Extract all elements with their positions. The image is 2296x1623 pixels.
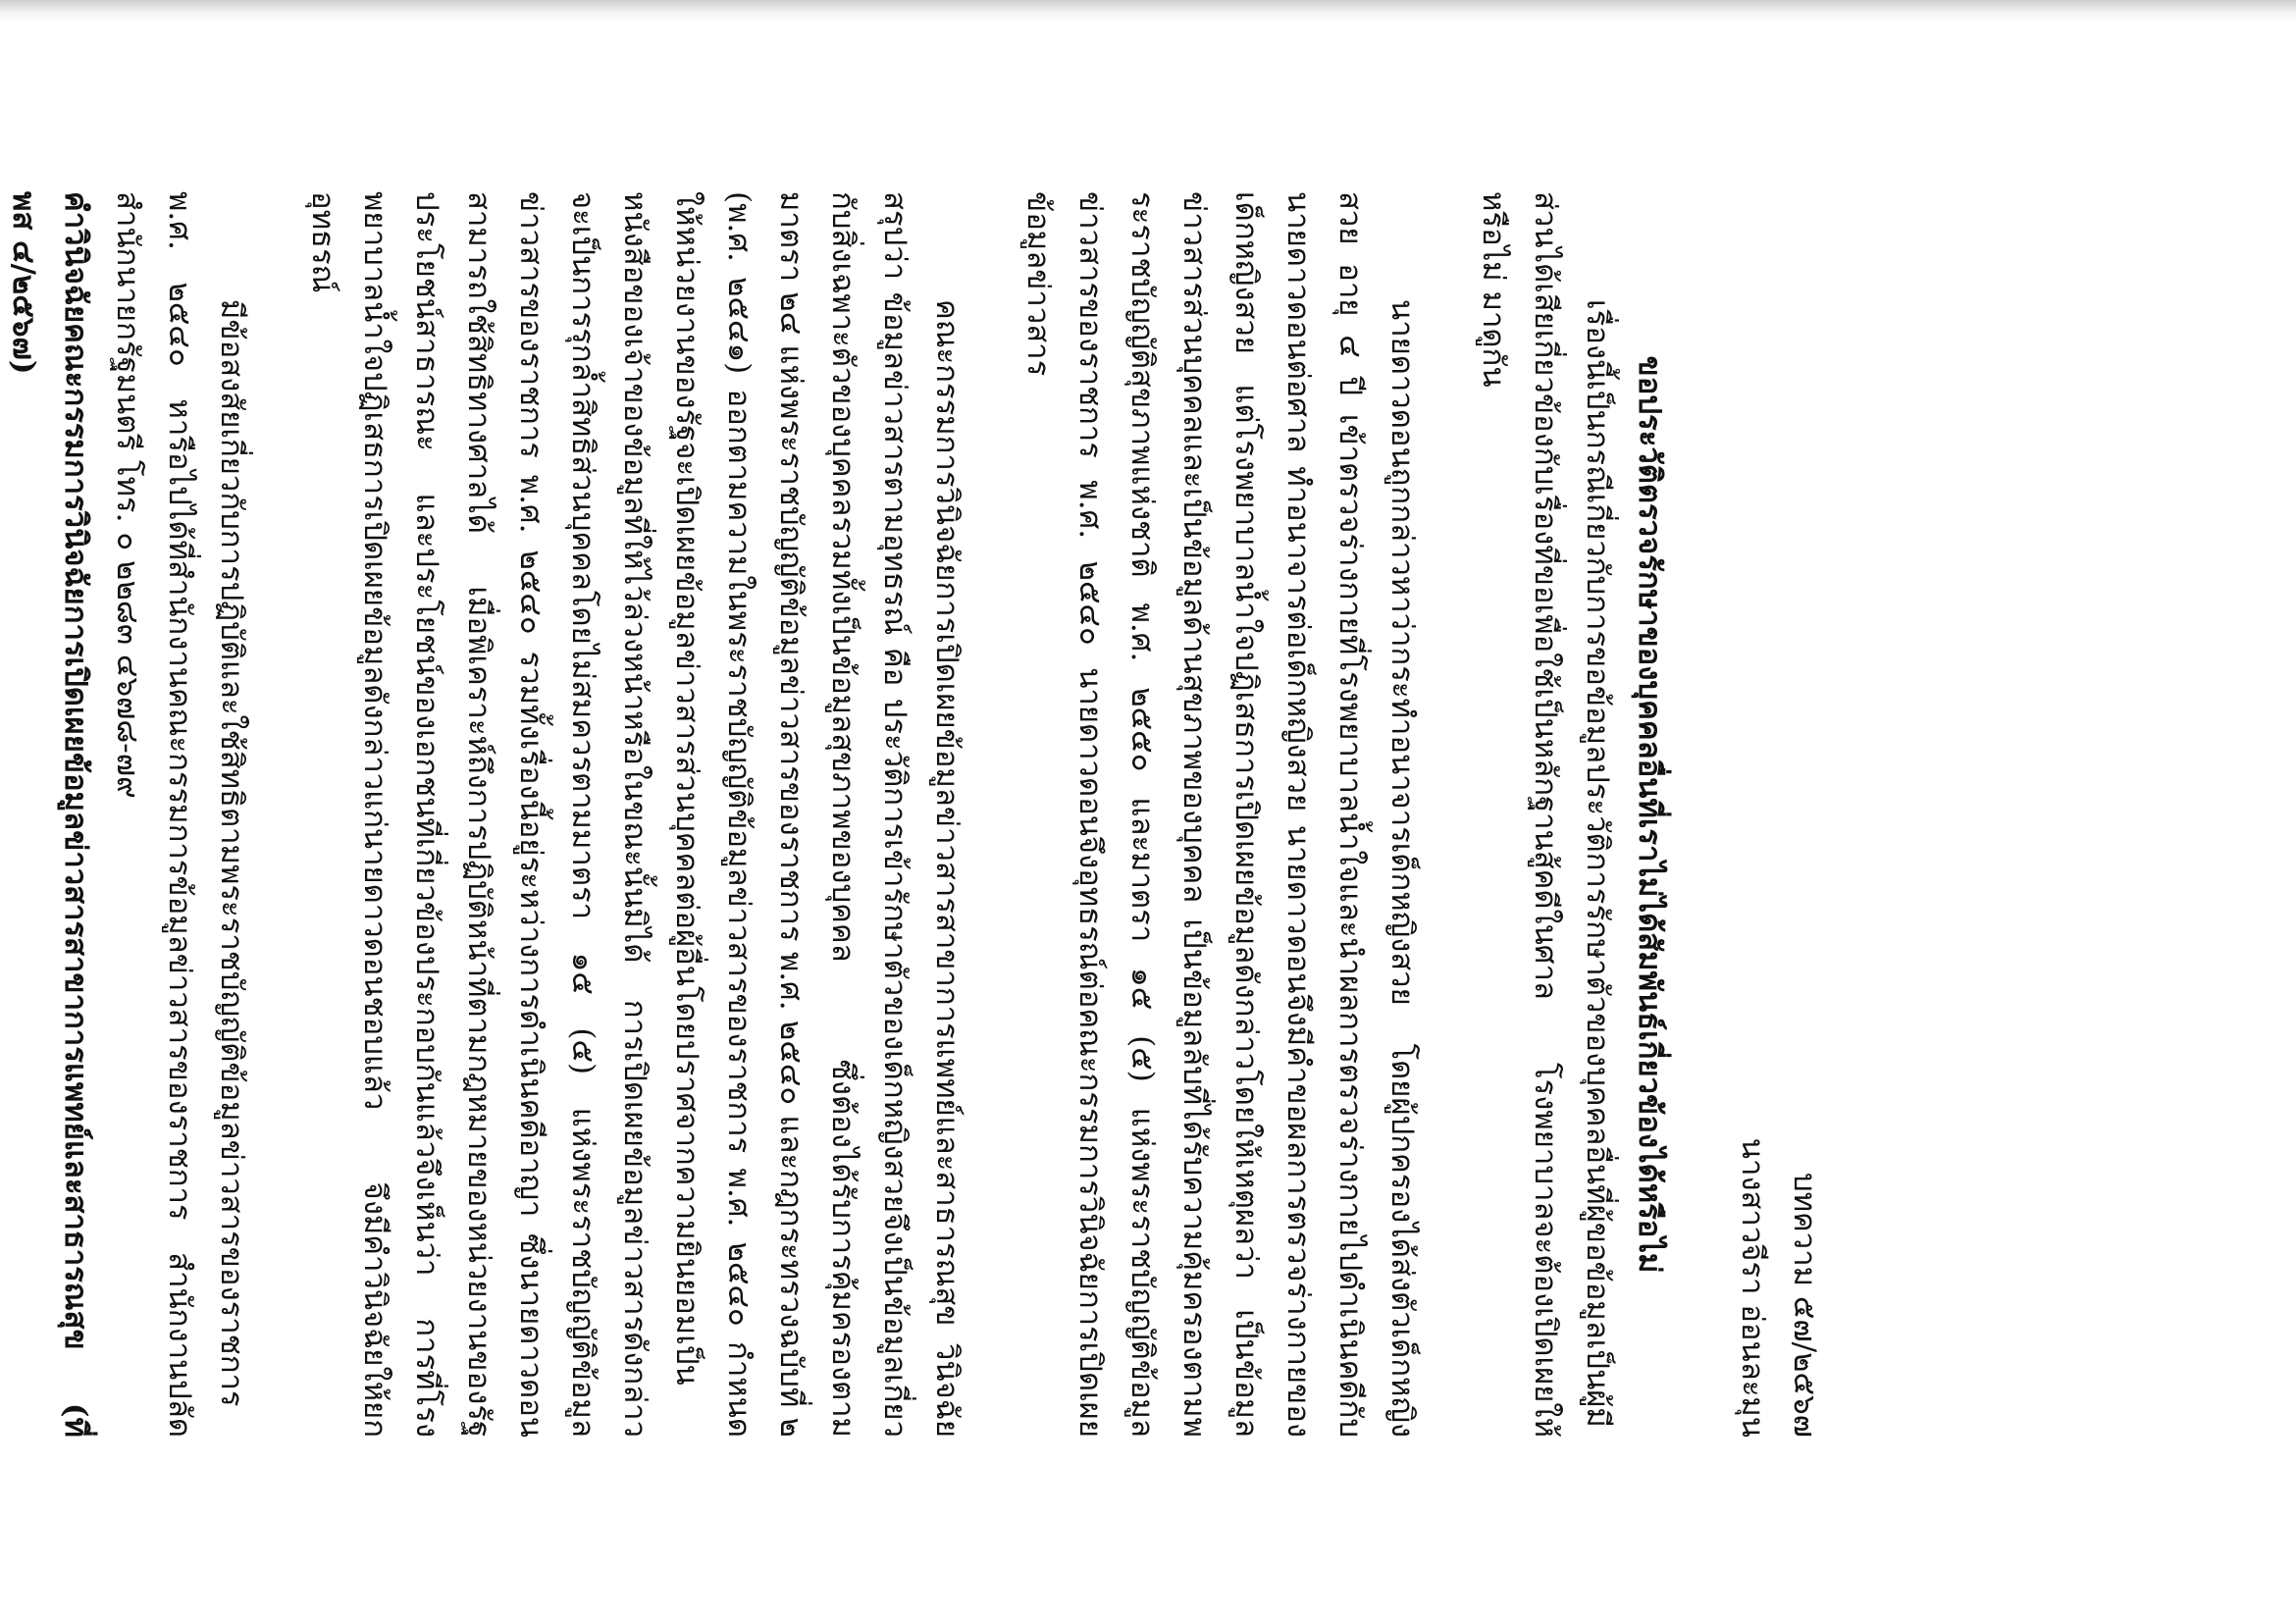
spacer (257, 191, 296, 1438)
contact-paragraph: มีข้อสงสัยเกี่ยวกับการปฏิบัติและใช้สิทธิตามพระราชบัญญัติข้อมูลข่าวสารของราชการ พ.ศ. ๒๕๔๐ หารือไปได้ที่สำนักงานคณะกรรมการข้อมูลข่าวสารของราชการ สำนักงานปลัดสำนักนายกรัฐมนตรี โทร. ๐ ๒๒๘๓ ๔๖๗๘-๗๙ (110, 191, 249, 1438)
scan-top-edge (0, 0, 2296, 22)
rotated-document-page (0, 44, 1918, 1585)
reference-line: คำวินิจฉัยคณะกรรมการวินิจฉัยการเปิดเผยข้อมูลข่าวสารสาขาการแพทย์และสาธารณสุข (ที่ พส ๔/๒๕๖๗) (6, 191, 93, 1438)
spacer (1428, 191, 1467, 1438)
case-paragraph: นายดาวดอนถูกกล่าวหาว่ากระทำอนาจารเด็กหญิงสวย โดยผู้ปกครองได้ส่งตัวเด็กหญิงสวย อายุ ๔ ปี เข้าตรวจร่างกายที่โรงพยาบาลน้ำใจและนำผลการตรวจร่างกายไปดำเนินคดีกับนายดาวดอนต่อศาล ทำอนาจารต่อเด็กหญิงสวย นายดาวดอนจึงมีคำขอผลการตรวจร่างกายของเด็กหญิงสวย แต่โรงพยาบาลน้ำใจปฏิเสธการเปิดเผยข้อมูลดังกล่าวโดยให้เหตุผลว่า เป็นข้อมูลข่าวสารส่วนบุคคลและเป็นข้อมูลด้านสุขภาพของบุคคล เป็นข้อมูลลับที่ได้รับความคุ้มครองตามพระราชบัญญัติสุขภาพแห่งชาติ พ.ศ. ๒๕๕๐ และมาตรา ๑๕ (๕) แห่งพระราชบัญญัติข้อมูลข่าวสารของราชการ พ.ศ. ๒๕๔๐ นายดาวดอนจึงอุทธรณ์ต่อคณะกรรมการวินิจฉัยการเปิดเผยข้อมูลข่าวสาร (1020, 191, 1420, 1438)
intro-paragraph: เรื่องนี้เป็นกรณีเกี่ยวกับการขอข้อมูลประวัติการรักษาตัวของบุคคลอื่นที่ผู้ขอข้อมูลเป็นผู้มีส่วนได้เสียเกี่ยวข้องกับเรื่องที่ขอเพื่อใช้เป็นหลักฐานสู้คดีในศาล โรงพยาบาลจะต้องเปิดเผยให้หรือไม่ มาดูกัน (1476, 191, 1615, 1438)
article-number: บทความ ๕๗/๒๕๖๗ (1787, 1172, 1822, 1438)
article-author: นางสาวจีรา อ่อนละมุน (1735, 1137, 1770, 1438)
document-title: ขอประวัติตรวจรักษาของบุคคลอื่นที่เราไม่ได้สัมพันธ์เกี่ยวข้องได้หรือไม่ (1632, 355, 1667, 1274)
spacer (972, 191, 1012, 1438)
decision-paragraph: คณะกรรมการวินิจฉัยการเปิดเผยข้อมูลข่าวสารสาขาการแพทย์และสาธารณสุข วินิจฉัยสรุปว่า ข้อมูลข่าวสารตามอุทธรณ์ คือ ประวัติการเข้ารักษาตัวของเด็กหญิงสวยจึงเป็นข้อมูลเกี่ยวกับสิ่งเฉพาะตัวของบุคคลรวมทั้งเป็นข้อมูลสุขภาพของบุคคล ซึ่งต้องได้รับการคุ้มครองตามมาตรา ๒๔ แห่งพระราชบัญญัติข้อมูลข่าวสารของราชการ พ.ศ. ๒๕๔๐ และกฎกระทรวงฉบับที่ ๒ (พ.ศ. ๒๕๔๑) ออกตามความในพระราชบัญญัติข้อมูลข่าวสารของราชการ พ.ศ. ๒๕๔๐ กำหนดให้หน่วยงานของรัฐจะเปิดเผยข้อมูลข่าวสารส่วนบุคคลต่อผู้อื่นโดยปราศจากความยินยอมเป็นหนังสือของเจ้าของข้อมูลที่ให้ไว้ล่วงหน้าหรือในขณะนั้นมิได้ การเปิดเผยข้อมูลข่าวสารดังกล่าวจะเป็นการรุกล้ำสิทธิส่วนบุคคลโดยไม่สมควรตามมาตรา ๑๕ (๕) แห่งพระราชบัญญัติข้อมูลข่าวสารของราชการ พ.ศ. ๒๕๔๐ รวมทั้งเรื่องนี้อยู่ระหว่างการดำเนินคดีอาญา ซึ่งนายดาวดอนสามารถใช้สิทธิทางศาลได้ เมื่อพิเคราะห์ถึงการปฏิบัติหน้าที่ตามกฎหมายของหน่วยงานของรัฐ ประโยชน์สาธารณะ และประโยชน์ของเอกชนที่เกี่ยวข้องประกอบกันแล้วจึงเห็นว่า การที่โรงพยาบาลน้ำใจปฏิเสธการเปิดเผยข้อมูลดังกล่าวแก่นายดาวดอนชอบแล้ว จึงมีคำวินิจฉัยให้ยกอุทธรณ์ (305, 191, 965, 1438)
